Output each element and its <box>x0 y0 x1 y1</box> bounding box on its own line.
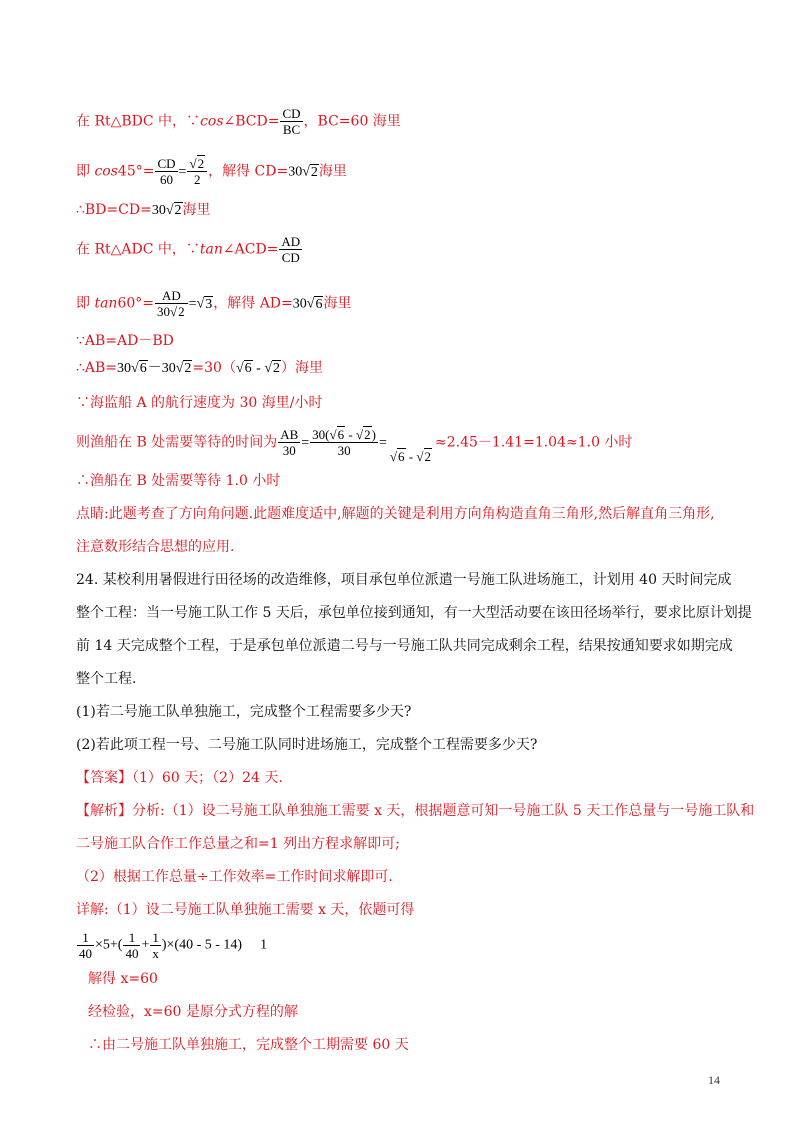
solution-result: 解得 x=60 <box>88 971 158 987</box>
radical-expression: 30√2 <box>288 164 318 180</box>
analysis-tag: 【解析】 <box>76 803 132 819</box>
fraction-ab-over-30: $\frac{AB}{30}$ <box>280 427 299 458</box>
question-24-line-3: 前 14 天完成整个工程，于是承包单位派遣二号与一号施工队共同完成剩余工程，结果按通知要求如期完成 <box>76 638 733 654</box>
solution-line-cos45: 即 cos45°= $\frac{CD}{60}$ = $\frac{√2}{2}$ ，解得 CD=30√2海里 <box>76 156 347 187</box>
comment-line-2: 注意数形结合思想的应用. <box>76 539 235 555</box>
solution-line-wait-time: 则渔船在 B 处需要等待的时间为 $\frac{AB}{30}$ = $\frac{30(√6 - √2)}{30}$ = √6 - √2 ≈2.45－1.41=1.04≈1.0 小时 <box>76 427 633 464</box>
equation-line: $\frac{1}{40}$ ×5+( $\frac{1}{40}$ + $\frac{1}{x}$ )×(40 - 5 - 14) 1 <box>79 930 268 961</box>
answer-line: 【答案】（1）60 天；（2）24 天. <box>76 770 283 786</box>
analysis-line-3: （2）根据工作总量÷工作效率=工作时间求解即可. <box>76 869 393 885</box>
fraction-cd-over-60: $\frac{CD}{60}$ <box>157 156 176 187</box>
fraction-ad-over-30root2: $\frac{AD}{30√2}$ <box>155 288 188 319</box>
fraction-time-expression: $\frac{30(√6 - √2)}{30}$ <box>312 427 376 458</box>
analysis-line-1: 【解析】分析:（1）设二号施工队单独施工需要 x 天，根据题意可知一号施工队 5 天工作总量与一号施工队和 <box>76 803 755 819</box>
fraction-denominator-radicals: √6 - √2 <box>389 448 432 464</box>
solution-line-bd: ∴BD=CD=30√2海里 <box>76 202 211 218</box>
question-24-line-4: 整个工程. <box>76 671 137 687</box>
radical-expression: 30√6 <box>292 296 323 312</box>
solution-line-ab-value: ∴AB=30√6－30√2=30（√6 - √2）海里 <box>76 360 324 376</box>
analysis-line-2: 二号施工队合作工作总量之和=1 列出方程求解即可; <box>76 836 400 852</box>
solution-conclusion: ∴由二号施工队单独施工，完成整个工期需要 60 天 <box>88 1037 409 1053</box>
solution-line-speed: ∵海监船 A 的航行速度为 30 海里/小时 <box>76 395 323 411</box>
question-24-line-1: 24. 某校利用暑假进行田径场的改造维修，项目承包单位派遣一号施工队进场施工，计划用 40 天时间完成 <box>76 572 732 588</box>
solution-line-cos-bcd: 在 Rt△BDC 中，∵cos∠BCD= $\frac{CD}{BC}$ ，BC=60 海里 <box>76 106 401 137</box>
question-24-part-2: (2)若此项工程一号、二号施工队同时进场施工，完成整个工程需要多少天? <box>76 737 538 753</box>
answer-tag: 【答案】 <box>76 770 132 786</box>
fraction-ad-over-cd: $\frac{AD}{CD}$ <box>281 234 301 265</box>
question-24-line-2: 整个工程：当一号施工队工作 5 天后，承包单位接到通知，有一大型活动要在该田径场举行，要求比原计划提 <box>76 605 752 621</box>
solution-line-conclusion: ∴渔船在 B 处需要等待 1.0 小时 <box>76 473 281 489</box>
page-number: 14 <box>708 1073 720 1087</box>
radical-root3: √3 <box>196 296 213 312</box>
comment-line-1: 点睛:此题考查了方向角问题.此题难度适中,解题的关键是利用方向角构造直角三角形,然后解直角三角形, <box>76 506 715 522</box>
question-24-part-1: (1)若二号施工队单独施工，完成整个工程需要多少天? <box>76 704 412 720</box>
fraction-root2-over-2: $\frac{√2}{2}$ <box>187 156 207 187</box>
radical-expression: 30√2 <box>151 203 182 218</box>
solution-check: 经检验，x=60 是原分式方程的解 <box>88 1004 298 1020</box>
solution-line-ab-def: ∵AB=AD－BD <box>76 333 174 349</box>
analysis-line-4: 详解:（1）设二号施工队单独施工需要 x 天，依题可得 <box>76 902 415 918</box>
solution-line-tan-acd: 在 Rt△ADC 中，∵tan∠ACD= $\frac{AD}{CD}$ <box>76 234 301 265</box>
solution-line-tan60: 即 tan60°= $\frac{AD}{30√2}$ =√3，解得 AD=30√6海里 <box>76 288 352 319</box>
fraction-cd-over-bc: $\frac{CD}{BC}$ <box>282 106 301 137</box>
